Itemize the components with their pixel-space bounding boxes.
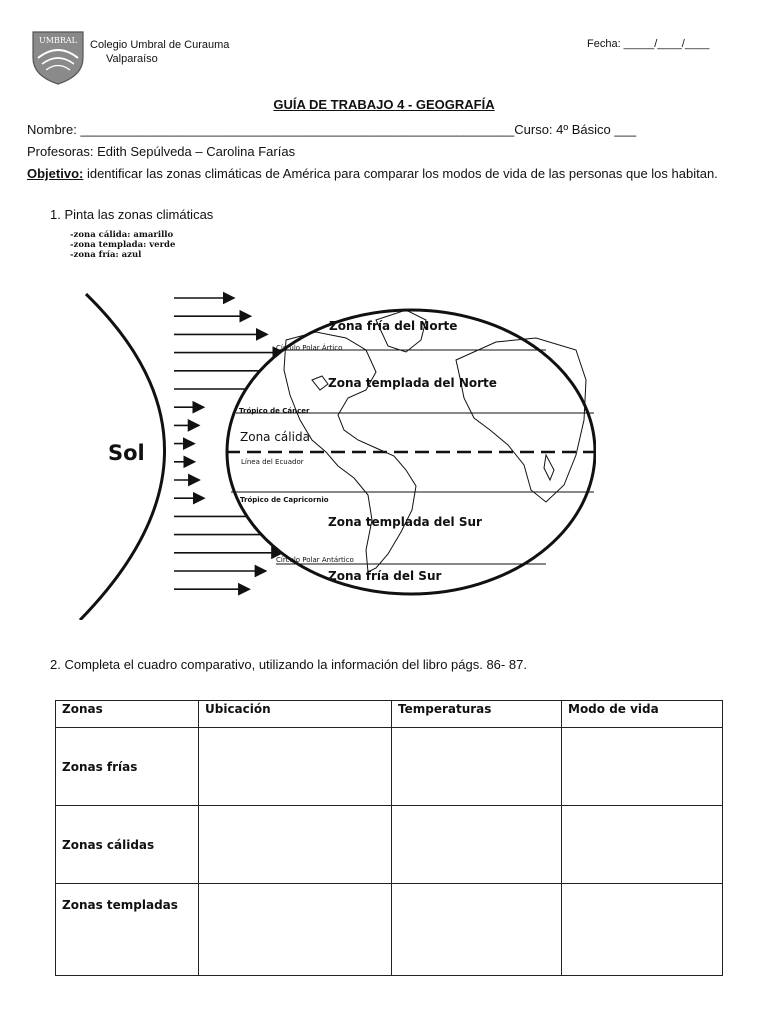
answer-cell[interactable] [562,806,723,884]
row-label-cold: Zonas frías [56,728,199,806]
comparison-table [55,700,723,976]
label-north-temperate: Zona templada del Norte [328,376,497,390]
table-row [56,728,723,806]
label-north-cold: Zona fría del Norte [329,319,458,333]
col-header-zonas: Zonas [56,701,199,728]
answer-cell[interactable] [199,728,392,806]
col-header-temperaturas: Temperaturas [392,701,562,728]
page-title: GUÍA DE TRABAJO 4 - GEOGRAFÍA [273,97,495,112]
school-name-block [90,38,229,66]
label-equator: Línea del Ecuador [241,458,304,466]
table-row [56,806,723,884]
school-city: Valparaíso [106,53,158,65]
legend-cold: -zona fría: azul [70,250,142,260]
answer-cell[interactable] [562,884,723,976]
col-header-modo-de-vida: Modo de vida [562,701,723,728]
legend-temperate: -zona templada: verde [70,240,176,250]
answer-cell[interactable] [392,806,562,884]
school-logo [30,28,86,86]
objective-label: Objetivo: [27,166,84,181]
sun-label: Sol [108,441,145,465]
climate-zones-diagram [76,280,596,620]
label-tropic-cancer: Trópico de Cáncer [239,407,310,415]
table-header-row [56,701,723,728]
col-header-ubicacion: Ubicación [199,701,392,728]
name-course-line: Nombre: ____________________________________________________________Curso: 4º Básico ___ [27,122,637,137]
answer-cell[interactable] [392,884,562,976]
objective-text: identificar las zonas climáticas de América para comparar los modos de vida de las personas que los habitan. [83,166,718,181]
teachers-line: Profesoras: Edith Sepúlveda – Carolina Farías [27,144,296,159]
label-warm-zone: Zona cálida [240,430,310,444]
table-row [56,884,723,976]
label-arctic-circle: Círculo Polar Ártico [276,344,343,352]
svg-text:UMBRAL: UMBRAL [39,36,77,45]
label-south-temperate: Zona templada del Sur [328,515,482,529]
label-tropic-capricorn: Trópico de Capricornio [240,496,329,504]
instruction-1: 1. Pinta las zonas climáticas [50,207,214,222]
answer-cell[interactable] [199,806,392,884]
label-antarctic-circle: Círculo Polar Antártico [276,556,354,564]
label-south-cold: Zona fría del Sur [328,569,442,583]
legend-warm: -zona cálida: amarillo [70,230,174,240]
objective [27,166,727,182]
date-field: Fecha: _____/____/____ [587,38,710,50]
color-legend [70,230,175,260]
row-label-temperate: Zonas templadas [56,884,199,976]
answer-cell[interactable] [199,884,392,976]
answer-cell[interactable] [392,728,562,806]
row-label-warm: Zonas cálidas [56,806,199,884]
school-name: Colegio Umbral de Curauma [90,39,230,51]
answer-cell[interactable] [562,728,723,806]
instruction-2: 2. Completa el cuadro comparativo, utilizando la información del libro págs. 86- 87. [50,657,527,672]
globe [227,310,595,594]
